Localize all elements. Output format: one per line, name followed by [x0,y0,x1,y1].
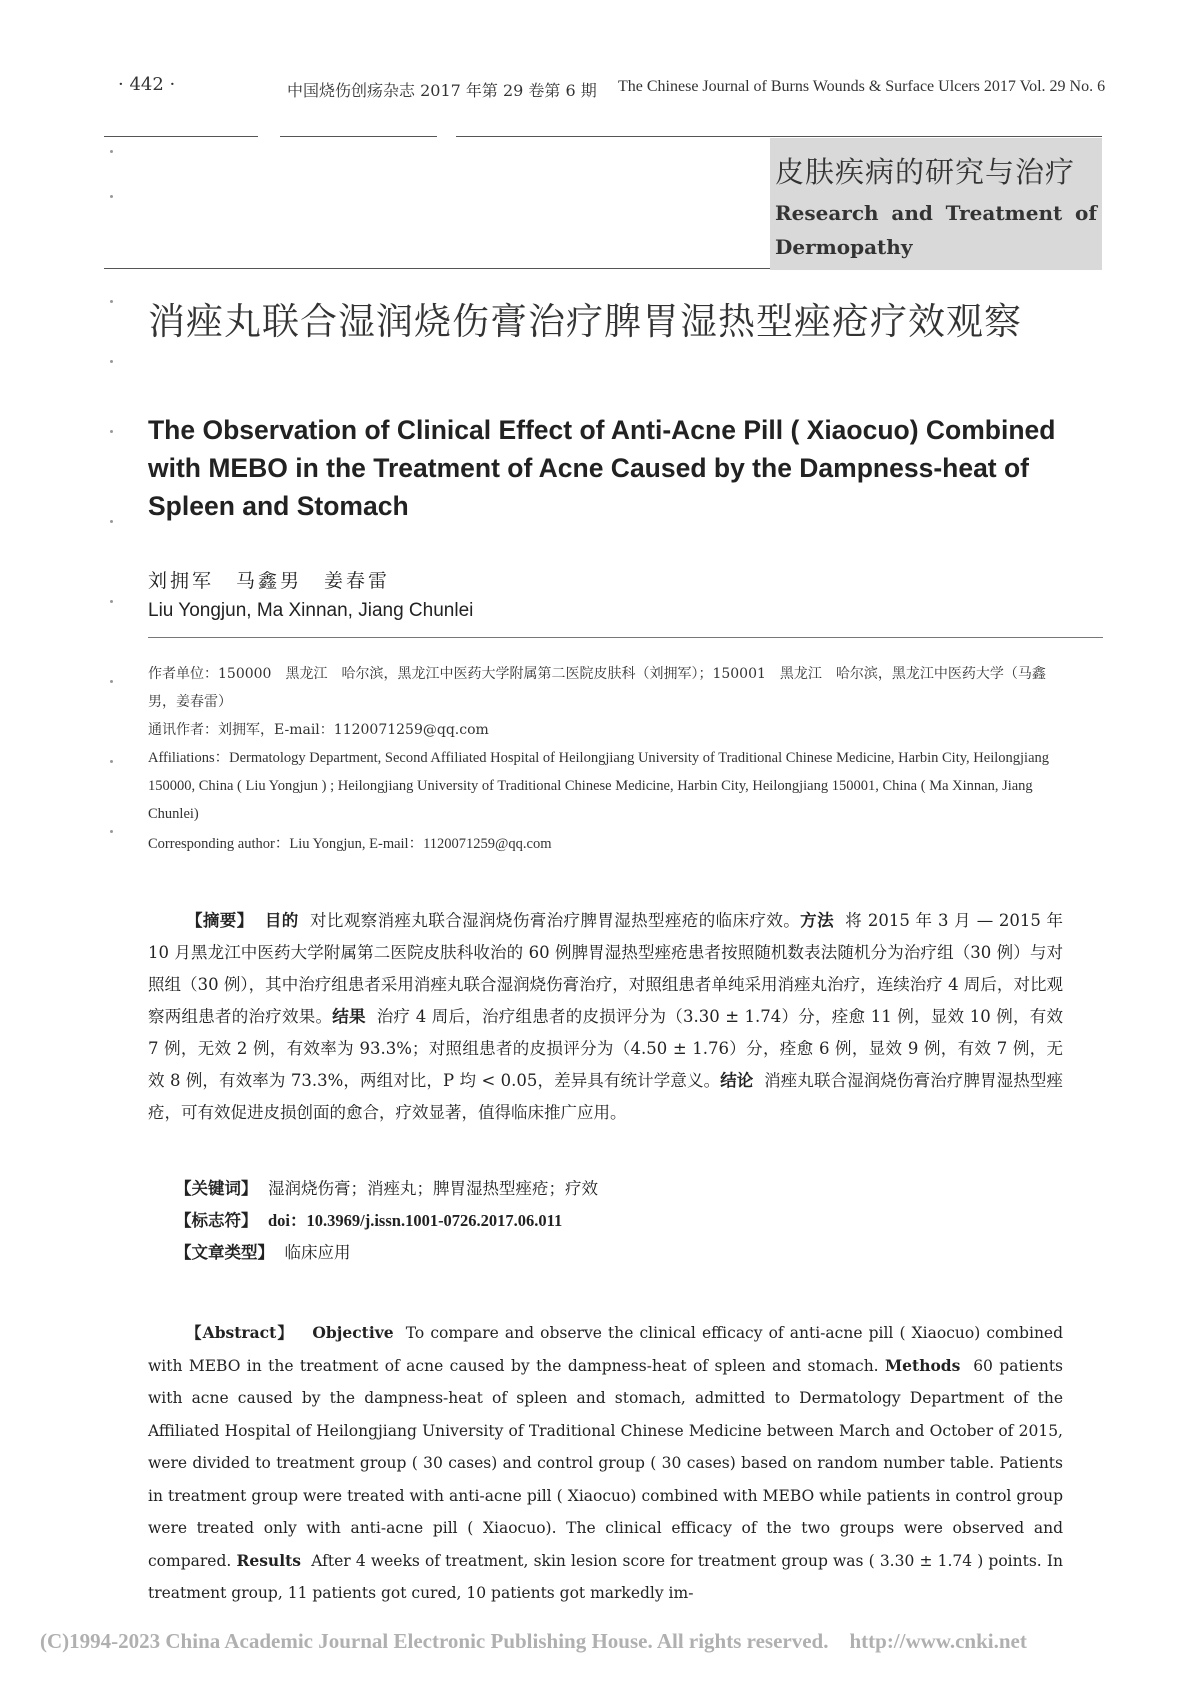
abstract-en-methods: 60 patients with acne caused by the dampness-heat of spleen and stomach, admitted to Dermatology Department of the Affiliated Hospital of Heilongjiang University of Traditional Chinese Medicine between March and October of 2015, were divided to treatment group ( 30 cases) and control group ( 30 cases) based on random number table. Patients in treatment group were treated with anti-acne pill ( Xiaocuo) combined with MEBO while patients in control group were treated only with anti-acne pill ( Xiaocuo). The clinical efficacy of the two groups were observed and compared. [148,1356,1063,1570]
header-rule-1 [104,136,258,137]
binding-mark [110,760,113,763]
doi [175,1207,562,1231]
authors-cn: 刘拥军 马鑫男 姜春雷 [148,570,391,592]
abstract-cn-methods-label: 方法 [800,911,834,930]
column-title-cn: 皮肤疾病的研究与治疗 [775,155,1076,189]
authors-en: Liu Yongjun, Ma Xinnan, Jiang Chunlei [148,600,474,621]
affiliations-text: Dermatology Department, Second Affiliated Hospital of Heilongjiang University of Traditional Chinese Medicine, Harbin City, Heilongjiang 150000, China ( Liu Yongjun ) ; Heilongjiang University of Traditional Chinese Medicine, Harbin City, Heilongjiang 150001, China ( Ma Xinnan, Jiang Chunlei) [148,750,1050,822]
abstract-en-results-label: Results [236,1550,301,1570]
header-rule-2 [280,136,437,137]
binding-mark [110,520,113,523]
keywords-text: 湿润烧伤膏；消痤丸；脾胃湿热型痤疮；疗效 [268,1179,598,1198]
article-title-cn: 消痤丸联合湿润烧伤膏治疗脾胃湿热型痤疮疗效观察 [148,300,1022,343]
article-type-label: 【文章类型】 [175,1243,274,1262]
abstract-cn [148,905,1063,1129]
keywords-label: 【关键词】 [175,1179,258,1198]
binding-mark [110,360,113,363]
keywords [175,1175,598,1199]
binding-mark [110,430,113,433]
abstract-cn-conclusion-label: 结论 [720,1071,754,1090]
corresponding-author-cn-text: 刘拥军，E-mail：1120071259@qq.com [218,722,489,738]
author-unit-text: 150000 黑龙江 哈尔滨，黑龙江中医药大学附属第二医院皮肤科（刘拥军）；150001 黑龙江 哈尔滨，黑龙江中医药大学（马鑫男，姜春雷） [148,666,1046,710]
article-type-text: 临床应用 [284,1243,351,1262]
binding-mark [110,600,113,603]
journal-name-en: The Chinese Journal of Burns Wounds & Surface Ulcers 2017 Vol. 29 No. 6 [618,78,1106,95]
binding-mark [110,150,113,153]
binding-mark [110,680,113,683]
binding-mark [110,195,113,198]
article-type [175,1239,351,1263]
abstract-en-label: 【Abstract】 [186,1323,295,1342]
affiliations-label: Affiliations： [148,750,230,766]
column-title-en: Research and Treatment of Dermopathy [775,201,1097,259]
abstract-cn-objective-label: 目的 [264,911,299,930]
abstract-cn-label: 【摘要】 [186,911,254,930]
abstract-cn-conclusion: 消痤丸联合湿润烧伤膏治疗脾胃湿热型痤疮，可有效促进皮损创面的愈合，疗效显著，值得临床推广应用。 [148,1071,1064,1122]
corresponding-author-en-label: Corresponding author： [148,836,290,852]
corresponding-author-en-text: Liu Yongjun, E-mail：1120071259@qq.com [289,836,552,852]
abstract-en-methods-label: Methods [885,1355,961,1375]
abstract-cn-methods: 将 2015 年 3 月 — 2015 年 10 月黑龙江中医药大学附属第二医院皮肤科收治的 60 例脾胃湿热型痤疮患者按照随机数表法随机分为治疗组（30 例）与对照组（30 例），其中治疗组患者采用消痤丸联合湿润烧伤膏治疗，对照组患者单纯采用消痤丸治疗，连续治疗 4 周后，对比观察两组患者的治疗效果。 [148,911,1063,1026]
corresponding-author-en [148,830,1063,858]
doi-text: doi：10.3969/j.issn.1001-0726.2017.06.011 [268,1211,563,1230]
copyright-footer: (C)1994-2023 China Academic Journal Electronic Publishing House. All rights reserved. http://www.cnki.net [40,1629,1027,1653]
binding-mark [110,300,113,303]
abstract-en-results: After 4 weeks of treatment, skin lesion score for treatment group was ( 3.30 ± 1.74 ) points. In treatment group, 11 patients got cured, 10 patients got markedly im- [148,1551,1063,1602]
corresponding-author-cn [148,716,1063,744]
affiliations [148,744,1063,828]
author-unit-label: 作者单位： [148,666,218,682]
corresponding-author-cn-label: 通讯作者： [148,722,218,738]
header-rule-4 [104,268,770,269]
abstract-cn-results-label: 结果 [332,1007,366,1026]
abstract-en-objective: To compare and observe the clinical efficacy of anti-acne pill ( Xiaocuo) combined with MEBO in the treatment of acne caused by the dampness-heat of spleen and stomach. [148,1324,1064,1375]
abstract-en [148,1317,1063,1610]
abstract-cn-results: 治疗 4 周后，治疗组患者的皮损评分为（3.30 ± 1.74）分，痊愈 11 例，显效 10 例，有效 7 例，无效 2 例，有效率为 93.3%；对照组患者的皮损评分为（4.50 ± 1.76）分，痊愈 6 例，显效 9 例，有效 7 例，无效 8 例，有效率为 73.3%，两组对比，P 均 < 0.05，差异具有统计学意义。 [148,1007,1063,1090]
page-number: · 442 · [118,74,176,95]
doi-label: 【标志符】 [175,1211,258,1230]
header-rule-3 [456,136,1102,137]
abstract-cn-objective: 对比观察消痤丸联合湿润烧伤膏治疗脾胃湿热型痤疮的临床疗效。 [310,911,801,930]
journal-name-cn: 中国烧伤创疡杂志 2017 年第 29 卷第 6 期 [287,81,597,100]
abstract-en-objective-label: Objective [312,1323,394,1342]
authors-rule [148,637,1103,638]
binding-mark [110,830,113,833]
author-unit [148,660,1063,716]
article-title-en: The Observation of Clinical Effect of Anti-Acne Pill ( Xiaocuo) Combined with MEBO in the Treatment of Acne Caused by the Dampness-heat of Spleen and Stomach [148,415,1056,521]
